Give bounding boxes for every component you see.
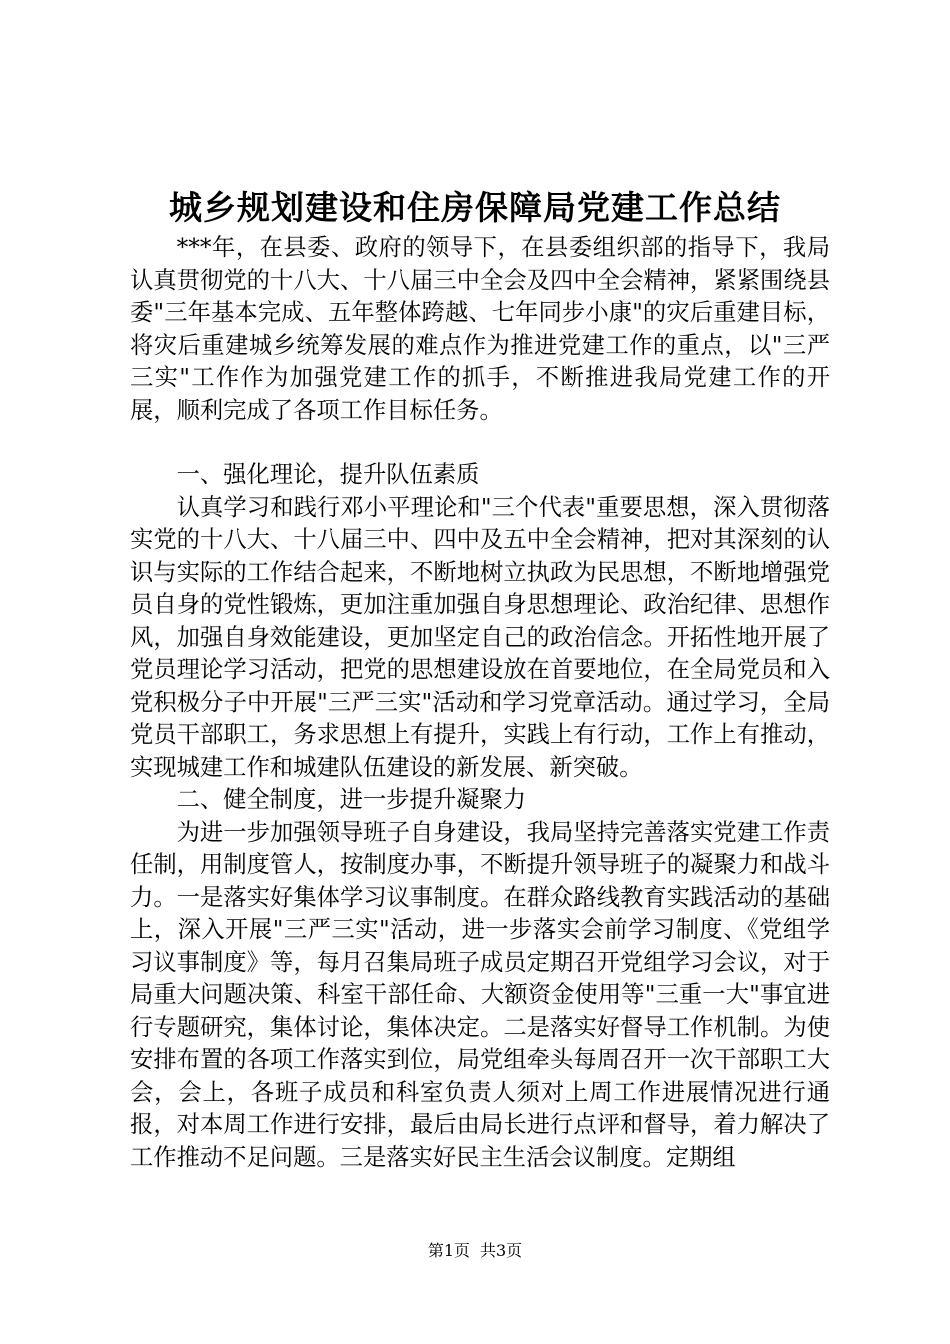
section-1-paragraph: 认真学习和践行邓小平理论和"三个代表"重要思想，深入贯彻落实党的十八大、十八届三中、四中及五中全会精神，把对其深刻的认识与实际的工作结合起来，不断地树立执政为民思想，不断地增强党员自身的党性锻炼，更加注重加强自身思想理论、政治纪律、思想作风，加强自身效能建设，更加坚定自己的政治信念。开拓性地开展了党员理论学习活动，把党的思想建设放在首要地位，在全局党员和入党积极分子中开展"三严三实"活动和学习党章活动。通过学习，全局党员干部职工，务求思想上有提升，实践上有行动，工作上有推动，实现城建工作和城建队伍建设的新发展、新突破。 [130,493,830,781]
page-footer [0,1238,950,1261]
document-title: 城乡规划建设和住房保障局党建工作总结 [169,188,781,227]
section-heading-2: 二、健全制度，进一步提升凝聚力 [176,786,527,813]
page-total: 共3页 [480,1241,523,1260]
page-number: 第1页 [427,1241,470,1260]
document-body [130,232,830,1174]
intro-paragraph: ***年，在县委、政府的领导下，在县委组织部的指导下，我局认真贯彻党的十八大、十八届三中全会及四中全会精神，紧紧围绕县委"三年基本完成、五年整体跨越、七年同步小康"的灾后重建目标，将灾后重建城乡统筹发展的难点作为推进党建工作的重点，以"三严三实"工作作为加强党建工作的抓手，不断推进我局党建工作的开展，顺利完成了各项工作目标任务。 [130,234,830,424]
section-2-paragraph: 为进一步加强领导班子自身建设，我局坚持完善落实党建工作责任制，用制度管人，按制度办事，不断提升领导班子的凝聚力和战斗力。一是落实好集体学习议事制度。在群众路线教育实践活动的基础上，深入开展"三严三实"活动，进一步落实会前学习制度、《党组学习议事制度》等，每月召集局班子成员定期召开党组学习会议，对于局重大问题决策、科室干部任命、大额资金使用等"三重一大"事宜进行专题研究，集体讨论，集体决定。二是落实好督导工作机制。为使安排布置的各项工作落实到位，局党组牵头每周召开一次干部职工大会，会上，各班子成员和科室负责人须对上周工作进展情况进行通报，对本周工作进行安排，最后由局长进行点评和督导，着力解决了工作推动不足问题。三是落实好民主生活会议制度。定期组 [130,818,830,1171]
section-heading-1: 一、强化理论，提升队伍素质 [176,461,480,488]
